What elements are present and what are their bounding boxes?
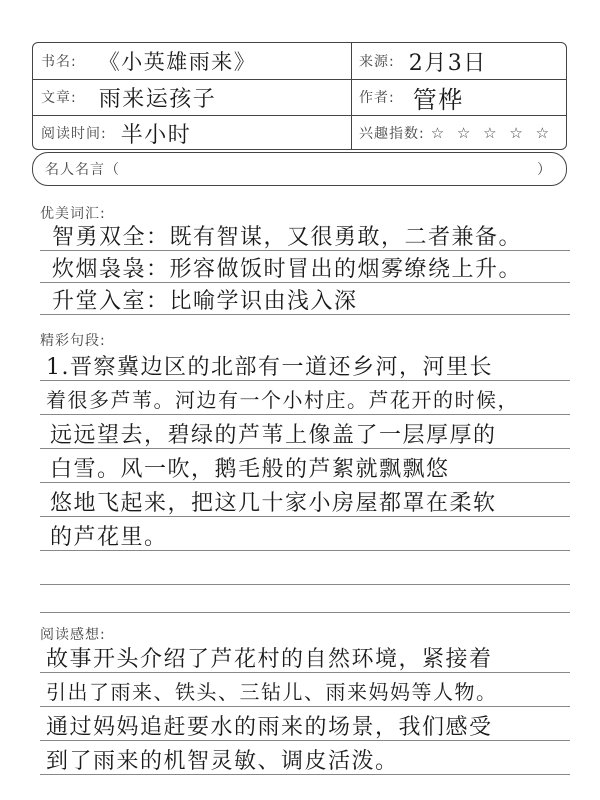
vocab-item: 升堂入室：比喻学识由浅入深 [52,289,358,314]
vocab-label: 优美词汇: [40,206,106,222]
author-value: 管桦 [412,85,464,114]
quote-close: ） [537,162,552,178]
article-label: 文章: [41,90,77,106]
vocab-item: 炊烟袅袅：形容做饭时冒出的烟雾缭绕上升。 [52,257,523,282]
ruled-line [40,584,570,585]
ruled-line [40,414,570,415]
time-field [41,115,191,151]
table-divider [351,43,352,149]
book-label: 书名: [41,54,77,70]
reflection-label: 阅读感想: [40,627,106,643]
reflection-line: 通过妈妈追赶要水的雨来的场景，我们感受 [46,715,493,740]
time-label: 阅读时间: [41,126,107,142]
vocab-item: 智勇双全：既有智谋，又很勇敢，二者兼备。 [52,225,523,250]
source-value: 2月3日 [408,50,487,76]
sentence-line: 1.晋察冀边区的北部有一道还乡河，河里长 [46,355,493,380]
sentence-line: 着很多芦苇。河边有一个小村庄。芦花开的时候， [46,388,519,412]
sentence-line: 远远望去，碧绿的芦苇上像盖了一层厚厚的 [50,423,497,448]
source-label: 来源: [359,54,395,70]
sentence-line: 白雪。风一吹，鹅毛般的芦絮就飘飘悠 [50,457,450,482]
source-field [359,43,487,79]
article-field [41,79,216,115]
sentence-line: 的芦花里。 [50,525,168,550]
interest-label: 兴趣指数: [359,126,425,142]
article-value: 雨来运孩子 [98,86,217,112]
quote-box [32,152,567,186]
ruled-line [40,612,570,613]
ruled-line [40,706,570,707]
time-value: 半小时 [120,122,192,148]
book-field [41,43,256,79]
reflection-line: 到了雨来的机智灵敏、调皮活泼。 [46,749,399,774]
author-label: 作者: [359,90,395,106]
reflection-line: 引出了雨来、铁头、三钻儿、雨来妈妈等人物。 [46,680,498,704]
reflection-line: 故事开头介绍了芦花村的自然环境，紧接着 [46,647,493,672]
interest-field [359,115,553,151]
book-title: 《小英雄雨来》 [98,50,257,74]
author-field [359,79,464,115]
quote-label: 名人名言（ [45,162,120,178]
info-table [32,42,567,150]
sentences-label: 精彩句段: [40,333,106,349]
sentence-line: 悠地飞起来，把这几十家小房屋都罩在柔软 [50,491,497,516]
interest-stars: ☆ ☆ ☆ ☆ ☆ [430,124,554,142]
